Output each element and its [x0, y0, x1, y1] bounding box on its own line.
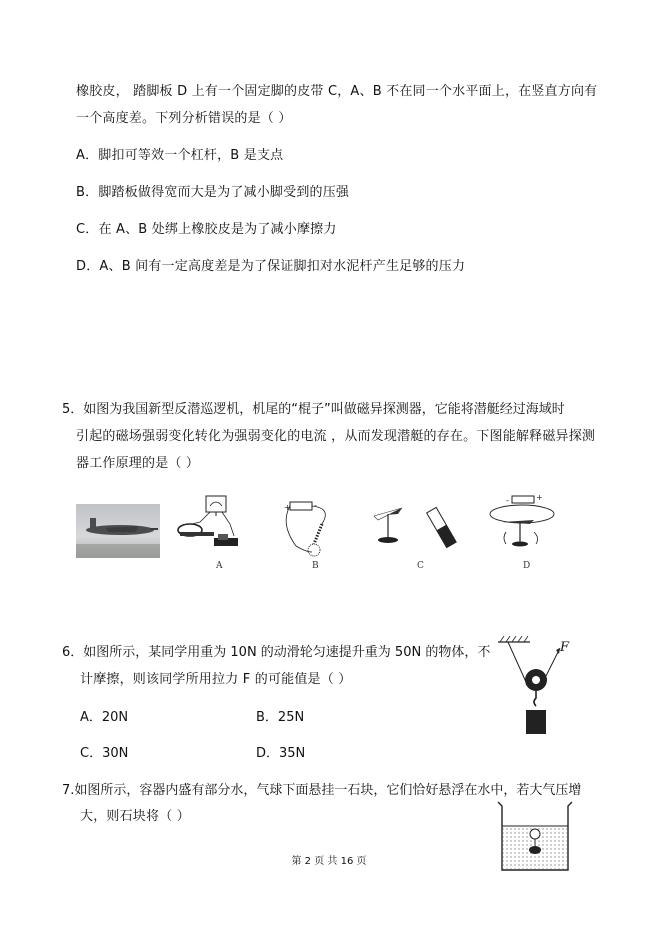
q4-option-c: C．在 A、B 处绑上橡胶皮是为了减小摩擦力 [76, 222, 337, 237]
figure-c-compass-magnet [366, 500, 466, 560]
svg-text:+: + [536, 493, 543, 502]
q5-line-3: 器工作原理的是（ ） [76, 456, 200, 471]
q7-line-1: 7.如图所示，容器内盛有部分水，气球下面悬挂一石块，它们恰好悬浮在水中，若大气压增 [62, 783, 582, 798]
q6-option-c: C．30N [80, 746, 129, 761]
q5-line-2: 引起的磁场强弱变化转化为强弱变化的电流 ，从而发现潜艇的存在。下图能解释磁异探测 [76, 429, 596, 444]
svg-text:-: - [314, 501, 317, 510]
q6-option-b: B．25N [256, 710, 305, 725]
figure-c-label: C [417, 561, 424, 571]
q7-line-2: 大，则石块将（ ） [80, 809, 190, 824]
force-label: F [560, 640, 570, 655]
page-footer: 第 2 页 共 16 页 [291, 856, 367, 867]
svg-text:+: + [284, 503, 291, 512]
q6-line-2: 计摩擦，则该同学所用拉力 F 的可能值是（ ） [80, 672, 352, 687]
q6-option-d: D．35N [256, 746, 306, 761]
q4-option-b: B．脚踏板做得宽而大是为了减小脚受到的压强 [76, 185, 350, 200]
figure-b-electromagnet [276, 494, 352, 562]
figure-d-label: D [523, 561, 531, 571]
patrol-aircraft-photo [76, 504, 160, 558]
q4-line-2: 一个高度差。下列分析错误的是（ ） [76, 111, 292, 126]
figure-d-oersted [484, 490, 560, 560]
figure-a-label: A [216, 561, 223, 571]
q4-option-a: A．脚扣可等效一个杠杆，B 是支点 [76, 148, 284, 163]
q5-line-1: 5．如图为我国新型反潜巡逻机，机尾的“棍子”叫做磁异探测器，它能将潜艇经过海域时 [62, 402, 565, 417]
figure-a-generator [170, 492, 250, 562]
q6-option-a: A．20N [80, 710, 129, 725]
q6-line-1: 6．如图所示，某同学用重为 10N 的动滑轮匀速提升重为 50N 的物体，不 [62, 645, 491, 660]
svg-text:-: - [506, 496, 509, 505]
q4-line-1: 橡胶皮， 踏脚板 D 上有一个固定脚的皮带 C，A、B 不在同一个水平面上，在竖直方向有 [76, 84, 598, 99]
figure-b-label: B [312, 561, 319, 571]
q4-option-d: D．A、B 间有一定高度差是为了保证脚扣对水泥杆产生足够的压力 [76, 259, 466, 274]
